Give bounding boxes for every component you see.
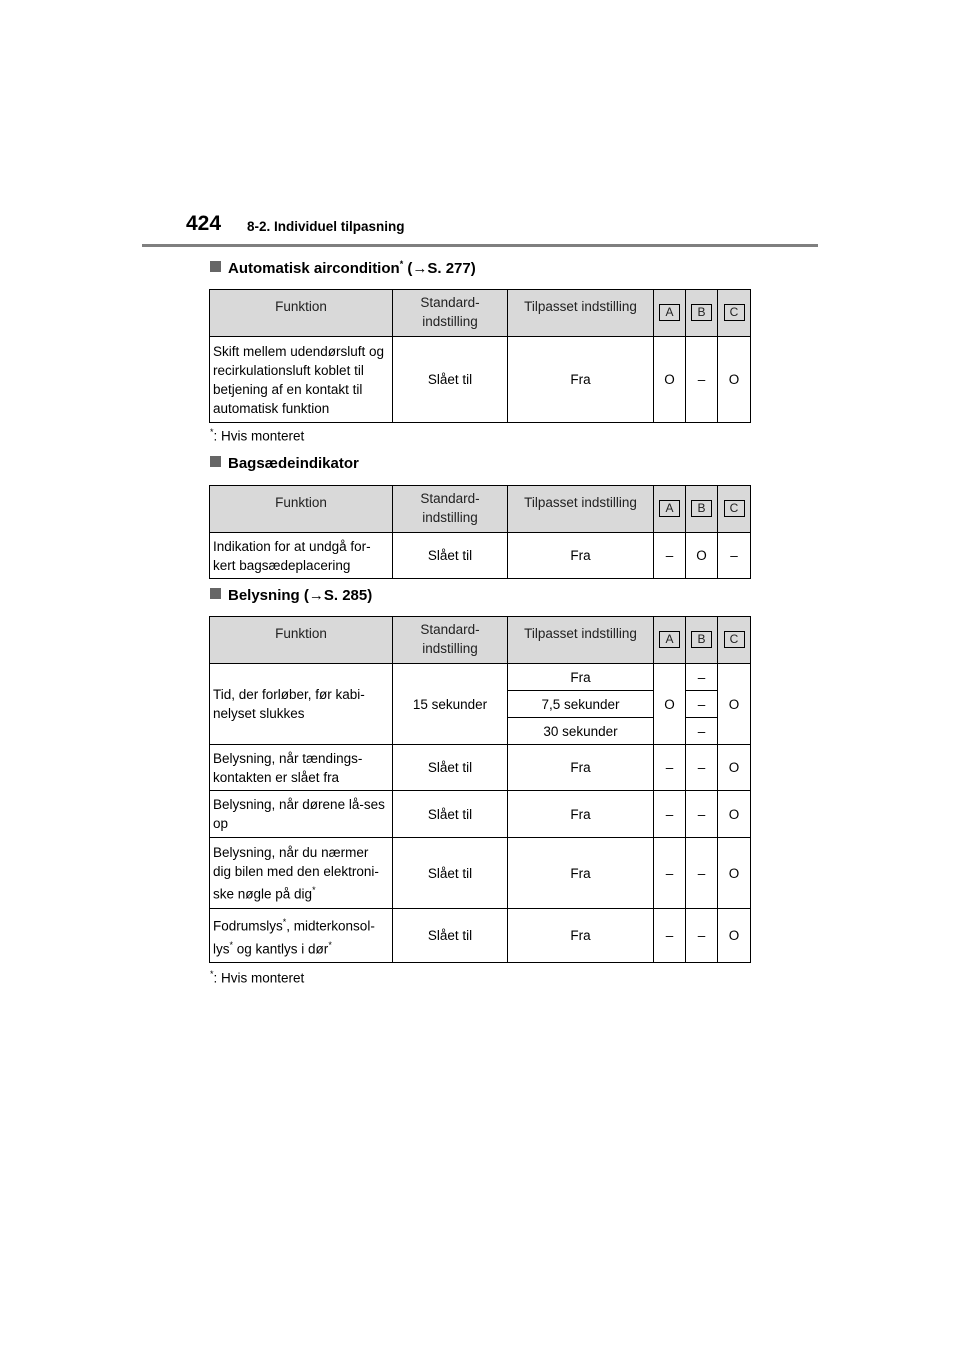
col-header-function: Funktion	[210, 617, 393, 664]
col-header-custom: Tilpasset indstilling	[508, 486, 654, 533]
cell-custom: Fra	[508, 791, 654, 838]
header-rule	[142, 244, 818, 247]
cell-custom: Fra	[508, 745, 654, 791]
col-header-b: B	[686, 617, 718, 664]
col-header-default: Standard- indstilling	[393, 617, 508, 664]
table-row	[210, 838, 751, 909]
col-header-a: A	[654, 486, 686, 533]
col-header-c: C	[718, 486, 751, 533]
cell-default: Slået til	[393, 909, 508, 963]
table-rear-seat	[209, 485, 751, 579]
col-header-custom: Tilpasset indstilling	[508, 617, 654, 664]
cell-function: Fodrumslys*, midterkonsol-lys* og kantlys i dør*	[210, 909, 393, 963]
cell-custom: Fra	[508, 664, 654, 691]
cell-default: 15 sekunder	[393, 664, 508, 745]
cell-custom: Fra	[508, 337, 654, 423]
cell-function: Tid, der forløber, før kabi-nelyset slukkes	[210, 664, 393, 745]
col-header-a: A	[654, 617, 686, 664]
table-row	[210, 533, 751, 579]
heading-auto-aircon: Automatisk aircondition* (→S. 277)	[210, 259, 476, 277]
col-header-custom: Tilpasset indstilling	[508, 290, 654, 337]
col-header-c: C	[718, 290, 751, 337]
col-header-function: Funktion	[210, 290, 393, 337]
cell-default: Slået til	[393, 533, 508, 579]
cell-a: –	[654, 838, 686, 909]
col-header-c: C	[718, 617, 751, 664]
cell-function: Skift mellem udendørsluft og recirkulationsluft koblet til betjening af en kontakt til automatisk funktion	[210, 337, 393, 423]
table-lighting	[209, 616, 751, 963]
heading-lighting: Belysning (→S. 285)	[210, 587, 372, 604]
cell-a: –	[654, 533, 686, 579]
table-row	[210, 664, 751, 691]
cell-custom: 7,5 sekunder	[508, 691, 654, 718]
table-row	[210, 745, 751, 791]
cell-a: –	[654, 791, 686, 838]
col-header-function: Funktion	[210, 486, 393, 533]
cell-default: Slået til	[393, 838, 508, 909]
cell-a: O	[654, 337, 686, 423]
col-header-default: Standard- indstilling	[393, 290, 508, 337]
cell-custom: Fra	[508, 909, 654, 963]
cell-b: –	[686, 718, 718, 745]
table-row	[210, 909, 751, 963]
page-number: 424	[186, 212, 222, 235]
col-header-b: B	[686, 290, 718, 337]
cell-default: Slået til	[393, 745, 508, 791]
cell-custom: 30 sekunder	[508, 718, 654, 745]
table-row	[210, 337, 751, 423]
cell-c: O	[718, 791, 751, 838]
cell-b: –	[686, 745, 718, 791]
cell-b: –	[686, 909, 718, 963]
cell-custom: Fra	[508, 838, 654, 909]
cell-c: O	[718, 838, 751, 909]
bullet-square-icon	[210, 588, 221, 599]
cell-c: –	[718, 533, 751, 579]
cell-a: –	[654, 745, 686, 791]
col-header-default: Standard- indstilling	[393, 486, 508, 533]
cell-custom: Fra	[508, 533, 654, 579]
cell-c: O	[718, 745, 751, 791]
cell-function: Belysning, når dørene lå-ses op	[210, 791, 393, 838]
footnote-1: *: Hvis monteret	[210, 427, 305, 444]
bullet-square-icon	[210, 261, 221, 272]
cell-b: –	[686, 664, 718, 691]
table-auto-aircon	[209, 289, 751, 423]
cell-default: Slået til	[393, 791, 508, 838]
heading-rear-seat: Bagsædeindikator	[210, 455, 359, 472]
cell-b: –	[686, 691, 718, 718]
cell-a: O	[654, 664, 686, 745]
cell-c: O	[718, 909, 751, 963]
col-header-a: A	[654, 290, 686, 337]
cell-function: Belysning, når tændings-kontakten er slået fra	[210, 745, 393, 791]
cell-b: –	[686, 337, 718, 423]
bullet-square-icon	[210, 456, 221, 467]
cell-b: –	[686, 791, 718, 838]
cell-function: Belysning, når du nærmer dig bilen med den elektroni-ske nøgle på dig*	[210, 838, 393, 909]
cell-a: –	[654, 909, 686, 963]
cell-c: O	[718, 664, 751, 745]
footnote-2: *: Hvis monteret	[210, 969, 305, 986]
cell-c: O	[718, 337, 751, 423]
table-row	[210, 791, 751, 838]
cell-function: Indikation for at undgå for-kert bagsædeplacering	[210, 533, 393, 579]
cell-default: Slået til	[393, 337, 508, 423]
col-header-b: B	[686, 486, 718, 533]
section-title: 8-2. Individuel tilpasning	[247, 219, 405, 234]
cell-b: –	[686, 838, 718, 909]
cell-b: O	[686, 533, 718, 579]
